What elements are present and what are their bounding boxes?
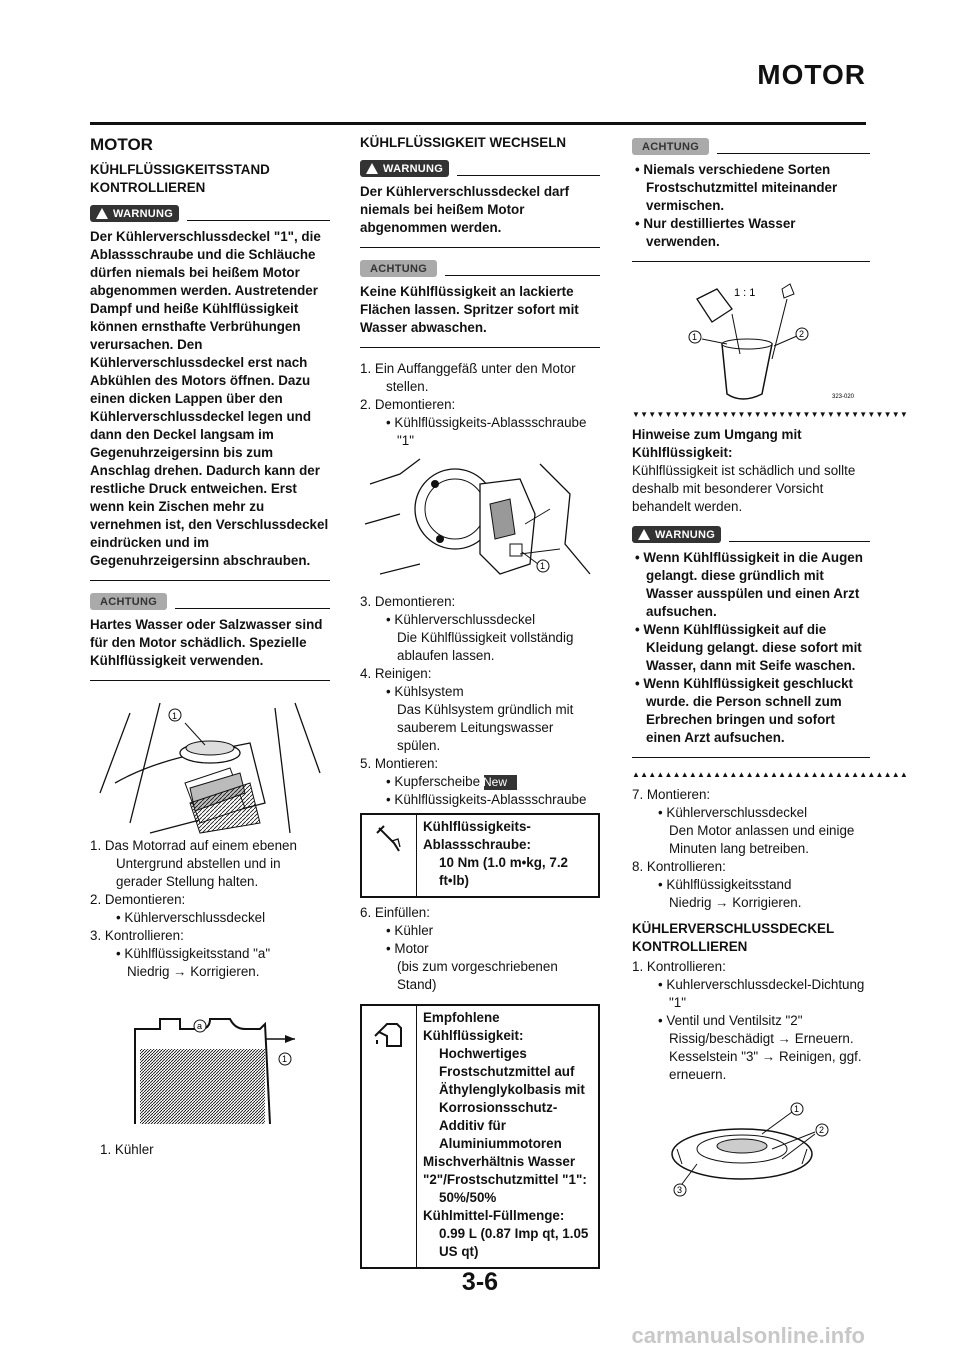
- warning-icon: [366, 163, 378, 174]
- caution-label: ACHTUNG: [360, 260, 437, 277]
- step: • Kuhlerverschlussdeckel-Dichtung "1": [658, 977, 865, 1010]
- step: • Kühlflüssigkeits-Ablassschraube "1": [386, 415, 587, 448]
- step: • Kühlflüssigkeits-Ablassschraube: [386, 792, 587, 807]
- fig1-callout: 1: [172, 711, 178, 721]
- step: 1. Ein Auffanggefäß unter den Motor stellen.: [360, 361, 576, 394]
- caution-item: • Nur destilliertes Wasser verwenden.: [635, 216, 796, 249]
- radiator-cap-figure: [90, 693, 330, 833]
- column-3: [632, 130, 909, 1204]
- new-badge: New: [484, 775, 517, 790]
- warning-badge: [360, 160, 600, 177]
- torque-spec-box: [360, 813, 600, 898]
- fig2-callout-a: a: [197, 1021, 203, 1031]
- page-number: 3-6: [461, 1268, 499, 1296]
- step: 2. Demontieren:: [360, 397, 456, 412]
- caution-label: ACHTUNG: [632, 138, 709, 155]
- column-1: [90, 130, 330, 1159]
- fig-callout-1: 1: [692, 332, 698, 342]
- step: 3. Kontrollieren:: [90, 928, 184, 943]
- step: • Ventil und Ventilsitz "2": [658, 1013, 803, 1028]
- step: Kesselstein "3" → Reinigen, ggf. erneuern.: [669, 1049, 862, 1082]
- caution-badge: [360, 260, 600, 277]
- caution-label: ACHTUNG: [90, 593, 167, 610]
- caution-text: Keine Kühlflüssigkeit an lackierte Flächen lassen. Spritzer sofort mit Wasser abwaschen.: [360, 283, 600, 348]
- warning-item: • Wenn Kühlflüssigkeit in die Augen gelangt. diese gründlich mit Wasser ausspülen und einen Arzt aufsuchen.: [635, 550, 863, 619]
- step: 7. Montieren:: [632, 787, 711, 802]
- fig-code: 323-020: [832, 394, 855, 400]
- note-end-marker: ▲▲▲▲▲▲▲▲▲▲▲▲▲▲▲▲▲▲▲▲▲▲▲▲▲▲▲▲▲▲▲▲▲▲: [632, 770, 909, 779]
- warning-label: WARNUNG: [113, 207, 174, 220]
- mixing-figure: [632, 274, 870, 404]
- column-2: [360, 130, 600, 1275]
- coolant-fill-icon: [371, 1014, 407, 1048]
- section-title-change: KÜHLFLÜSSIGKEIT WECHSELN: [360, 135, 567, 150]
- step: 2. Demontieren:: [90, 892, 186, 907]
- fig-callout-1: 1: [540, 561, 546, 571]
- step: (bis zum vorgeschriebenen Stand): [397, 959, 558, 992]
- radiator-level-figure: [90, 999, 330, 1139]
- warning-text: Der Kühlerverschlussdeckel "1", die Ablassschraube und die Schläuche dürfen niemals bei heißem Motor abgenommen werden. Austretender Dampf und heiße Kühlflüssigkeit können ernsthafte Verbrühungen verursachen. Den Kühlerverschlussdeckel erst nach Abkühlen des Motors öffnen. Dazu einen dicken Lappen über den Kühlerverschlussdeckel legen und dann den Deckel langsam im Gegenuhrzeigersinn bis zum Anschlag drehen. Dadurch kann der restliche Druck entweichen. Erst wenn kein Zischen mehr zu vernehmen ist, den Verschlussdeckel eindrücken und im Gegenuhrzeigersinn abschrauben.: [90, 228, 330, 581]
- fig2-callout-3: 3: [677, 1185, 683, 1195]
- step: Niedrig → Korrigieren.: [127, 964, 260, 979]
- step: • Kühler: [386, 923, 434, 938]
- watermark: carmanualsonline.info: [631, 1323, 865, 1348]
- torque-title: Kühlflüssigkeits-Ablassschraube:: [423, 819, 531, 852]
- spec-line: 50%/50%: [439, 1190, 497, 1205]
- step: 8. Kontrollieren:: [632, 859, 726, 874]
- section-title-motor: MOTOR: [90, 135, 153, 154]
- step: • Kühlerverschlussdeckel: [658, 805, 808, 820]
- fig2-callout-2: 2: [819, 1125, 825, 1135]
- step: 4. Reinigen:: [360, 666, 432, 681]
- spec-line: Mischverhältnis Wasser "2"/Frostschutzmittel "1":: [423, 1154, 587, 1187]
- warning-label: WARNUNG: [655, 528, 716, 541]
- warning-icon: [96, 208, 108, 219]
- caution-badge: [632, 138, 870, 155]
- step: • Motor: [386, 941, 429, 956]
- step: • Kühlerverschlussdeckel: [116, 910, 266, 925]
- fig-callout-2: 2: [799, 329, 805, 339]
- warning-label: WARNUNG: [383, 162, 444, 175]
- torque-wrench-icon: [374, 823, 404, 853]
- note-title: Hinweise zum Umgang mit Kühlflüssigkeit:: [632, 427, 802, 460]
- step: Den Motor anlassen und einige Minuten lang betreiben.: [669, 823, 855, 856]
- fig2-callout-1: 1: [282, 1054, 288, 1064]
- warning-item: • Wenn Kühlflüssigkeit geschluckt wurde. die Person schnell zum Erbrechen bringen und sofort einen Arzt aufsuchen.: [635, 676, 853, 745]
- warning-icon: [638, 529, 650, 540]
- spec-line: 0.99 L (0.87 Imp qt, 1.05 US qt): [439, 1226, 589, 1259]
- step: Das Kühlsystem gründlich mit sauberem Leitungswasser spülen.: [397, 702, 574, 753]
- step: [360, 773, 600, 791]
- step: • Kühlerverschlussdeckel: [386, 612, 536, 627]
- step-text: • Kupferscheibe: [386, 774, 481, 789]
- warning-badge: [632, 526, 870, 543]
- caution-badge: [90, 593, 330, 610]
- spec-line: Kühlmittel-Füllmenge:: [423, 1208, 565, 1223]
- note-text: Kühlflüssigkeit ist schädlich und sollte deshalb mit besonderer Vorsicht behandelt werden.: [632, 463, 856, 514]
- step: • Kühlflüssigkeitsstand: [658, 877, 792, 892]
- step: Die Kühlflüssigkeit vollständig ablaufen lassen.: [397, 630, 574, 663]
- step: 5. Montieren:: [360, 756, 439, 771]
- mix-ratio: 1 : 1: [734, 287, 756, 299]
- warning-badge: [90, 205, 330, 222]
- torque-value: 10 Nm (1.0 m•kg, 7.2 ft•lb): [439, 855, 568, 888]
- caution-text: Hartes Wasser oder Salzwasser sind für den Motor schädlich. Spezielle Kühlflüssigkeit verwenden.: [90, 616, 330, 681]
- section-subtitle: KÜHLFLÜSSIGKEITSSTAND KONTROLLIEREN: [90, 162, 270, 195]
- fig2-callout-1: 1: [794, 1104, 800, 1114]
- fig2-caption: 1. Kühler: [100, 1142, 154, 1157]
- section-title-cap: KÜHLERVERSCHLUSSDECKEL KONTROLLIEREN: [632, 921, 834, 954]
- step: • Kühlflüssigkeitsstand "a": [116, 946, 271, 961]
- spec-line: Empfohlene Kühlflüssigkeit:: [423, 1010, 524, 1043]
- caution-item: • Niemals verschiedene Sorten Frostschutzmittel miteinander vermischen.: [635, 162, 838, 213]
- spec-line: Hochwertiges Frostschutzmittel auf Äthylenglykolbasis mit Korrosionsschutz-Additiv für Aluminiummotoren: [439, 1046, 585, 1151]
- page-header: [90, 55, 866, 125]
- step: • Kühlsystem: [386, 684, 464, 699]
- caution-list: [632, 161, 870, 262]
- cap-inspection-figure: [632, 1094, 870, 1204]
- header-title: MOTOR: [757, 59, 866, 90]
- warning-item: • Wenn Kühlflüssigkeit auf die Kleidung gelangt. diese sofort mit Wasser, dann mit Seife waschen.: [635, 622, 862, 673]
- step: 3. Demontieren:: [360, 594, 456, 609]
- step: 1. Kontrollieren:: [632, 959, 726, 974]
- note-start-marker: ▼▼▼▼▼▼▼▼▼▼▼▼▼▼▼▼▼▼▼▼▼▼▼▼▼▼▼▼▼▼▼▼▼▼: [632, 410, 909, 419]
- step: Niedrig → Korrigieren.: [669, 895, 802, 910]
- step: Rissig/beschädigt → Erneuern.: [669, 1031, 854, 1046]
- warning-text: Der Kühlerverschlussdeckel darf niemals bei heißem Motor abgenommen werden.: [360, 183, 600, 248]
- drain-bolt-figure: [360, 454, 600, 589]
- step: 1. Das Motorrad auf einem ebenen Untergrund abstellen und in gerader Stellung halten.: [90, 838, 297, 889]
- warning-list: [632, 549, 870, 758]
- step: 6. Einfüllen:: [360, 905, 430, 920]
- coolant-spec-box: [360, 1004, 600, 1269]
